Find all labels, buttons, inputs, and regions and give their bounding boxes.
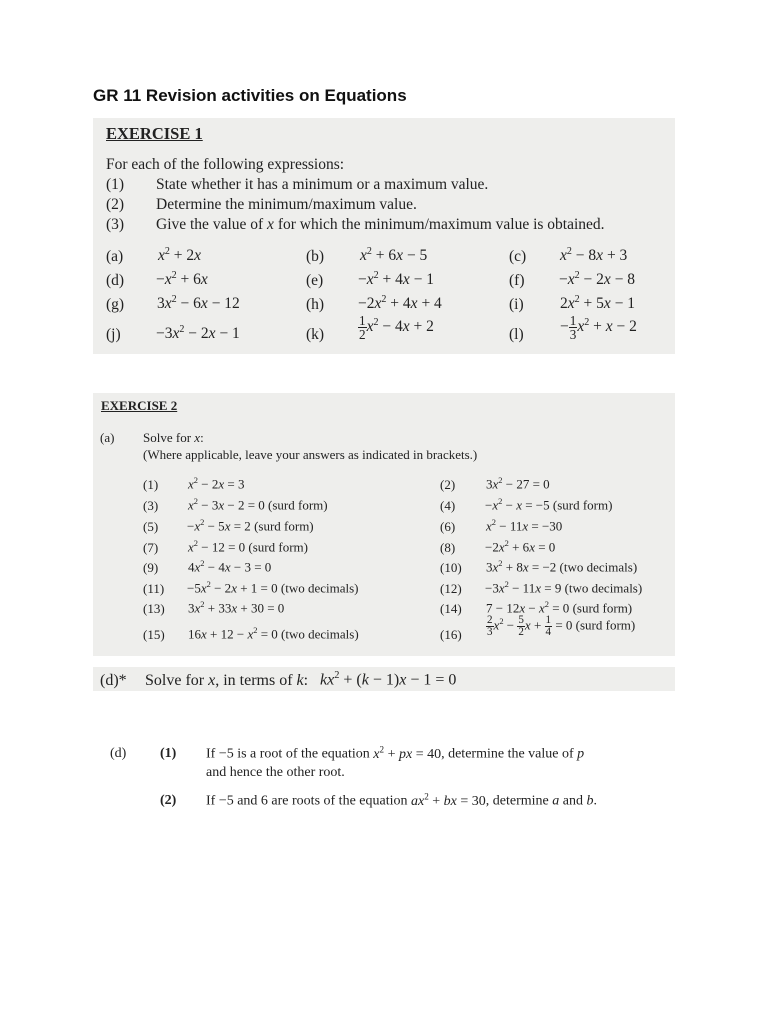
expression-label: (j) — [106, 326, 121, 343]
expression-label: (e) — [306, 272, 324, 289]
equation: $16x + 12 - x^2 = 0$ (two decimals) — [188, 625, 359, 642]
instruction-number: (2) — [106, 196, 125, 213]
exercise-1-panel — [93, 118, 675, 354]
expression-label: (g) — [106, 296, 125, 313]
equation: $3x^2 - 27 = 0$ — [486, 475, 550, 492]
equation: $-x^2 - x = -5$ (surd form) — [485, 496, 613, 513]
page-title: GR 11 Revision activities on Equations — [93, 86, 407, 105]
part-d-instruction: Solve for x, in terms of k: — [145, 672, 309, 689]
equation: $4x^2 - 4x - 3 = 0$ — [188, 558, 272, 575]
question-1-text: If −5 is a root of the equation $x^2$ + px = 40, determine the value of p — [206, 744, 585, 762]
question-number: (1) — [160, 746, 177, 761]
part-label: (a) — [100, 430, 115, 445]
equation-number: (9) — [143, 560, 159, 575]
equation-number: (2) — [440, 477, 456, 492]
exercise-2-part-d-panel — [93, 667, 675, 691]
equation: $kx^2 + (k - 1)x - 1 = 0$ — [320, 670, 457, 689]
question-2-text: If −5 and 6 are roots of the equation $ax^2$ + bx = 30, determine a and b. — [206, 791, 597, 809]
equation: $3x^2 + 8x = -2$ (two decimals) — [486, 558, 638, 575]
expression-label: (i) — [509, 296, 524, 313]
exercise-2-heading: EXERCISE 2 — [101, 398, 178, 413]
expression-label: (f) — [509, 272, 525, 289]
instruction-text: State whether it has a minimum or a maximum value. — [156, 176, 489, 193]
equation-number: (14) — [440, 601, 462, 616]
equation: $x^2 - 3x - 2 = 0$ (surd form) — [188, 496, 328, 513]
exercise-1-intro: For each of the following expressions: — [106, 156, 345, 173]
expression: $-x^2 + 6x$ — [156, 270, 208, 289]
instruction-number: (1) — [106, 176, 125, 193]
equation: $-2x^2 + 6x = 0$ — [485, 538, 556, 555]
equation-number: (4) — [440, 498, 456, 513]
expression: $2x^2 + 5x - 1$ — [560, 294, 636, 313]
question-number: (2) — [160, 793, 177, 808]
equation: $\frac{2}{3}$ $x^2$ − $\frac{5}{2}$ x + $\frac{1}{4}$ = 0 (surd form) — [487, 614, 636, 639]
solve-instruction: Solve for x: — [143, 430, 204, 445]
expression-label: (l) — [509, 326, 524, 343]
expression: $x^2 + 6x - 5$ — [360, 246, 428, 265]
instruction-text: Give the value of x for which the minimum/maximum value is obtained. — [156, 216, 605, 233]
expression: $3x^2 - 6x - 12$ — [157, 294, 240, 313]
equation: $7 - 12x - x^2 = 0$ (surd form) — [486, 599, 633, 616]
part-label: (d)* — [100, 672, 127, 689]
equation-number: (15) — [143, 627, 165, 642]
expression: − $\frac{1}{3}$ $x^2 + x - 2$ — [560, 313, 637, 343]
exercise-1-heading: EXERCISE 1 — [106, 124, 203, 143]
equation: $x^2 - 11x = -30$ — [486, 517, 563, 534]
expression-label: (h) — [306, 296, 325, 313]
equation-number: (7) — [143, 540, 159, 555]
instruction-text: Determine the minimum/maximum value. — [156, 196, 417, 213]
equation: $-3x^2 - 11x = 9$ (two decimals) — [485, 579, 643, 596]
equation: $-x^2 - 5x = 2$ (surd form) — [187, 517, 314, 534]
equation-number: (8) — [440, 540, 456, 555]
equation: $x^2 - 12 = 0$ (surd form) — [188, 538, 308, 555]
expression: $-2x^2 + 4x + 4$ — [358, 294, 442, 313]
equation-number: (13) — [143, 601, 165, 616]
expression-label: (d) — [106, 272, 125, 289]
expression: $\frac{1}{2}$ $x^2 - 4x + 2$ — [359, 313, 434, 343]
equation-number: (1) — [143, 477, 159, 492]
expression: $-x^2 - 2x - 8$ — [559, 270, 636, 289]
equation-number: (16) — [440, 627, 462, 642]
expression: $-x^2 + 4x - 1$ — [358, 270, 435, 289]
expression-label: (b) — [306, 248, 325, 265]
equation-number: (5) — [143, 519, 159, 534]
section-d-label: (d) — [110, 746, 127, 761]
expression: $x^2 + 2x$ — [158, 246, 202, 265]
equation: $x^2 - 2x = 3$ — [188, 475, 245, 492]
question-1-line-2: and hence the other root. — [206, 765, 345, 780]
expression-label: (c) — [509, 248, 527, 265]
equation-number: (10) — [440, 560, 462, 575]
equation-number: (6) — [440, 519, 456, 534]
expression-label: (a) — [106, 248, 124, 265]
equation-number: (3) — [143, 498, 159, 513]
answer-format-note: (Where applicable, leave your answers as indicated in brackets.) — [143, 447, 478, 462]
instruction-number: (3) — [106, 216, 125, 233]
expression: $x^2 - 8x + 3$ — [560, 246, 628, 265]
equation: $-5x^2 - 2x + 1 = 0$ (two decimals) — [187, 579, 359, 596]
equation-number: (11) — [143, 581, 165, 596]
equation-number: (12) — [440, 581, 462, 596]
expression-label: (k) — [306, 326, 325, 343]
expression: $-3x^2 - 2x - 1$ — [156, 324, 240, 343]
exercise-2-panel — [93, 393, 675, 656]
equation: $3x^2 + 33x + 30 = 0$ — [188, 599, 285, 616]
